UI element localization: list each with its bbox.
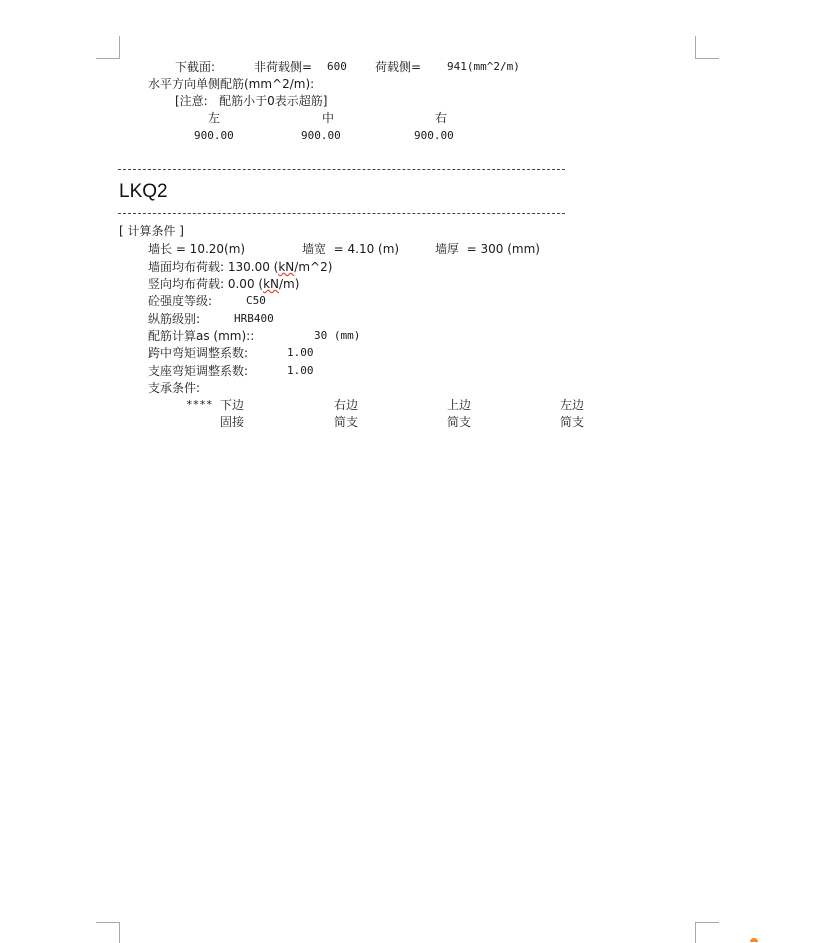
support-value: 1.00 — [287, 364, 314, 377]
column-middle: 中 — [322, 111, 335, 125]
section-title: LKQ2 — [119, 181, 168, 202]
vertical-load — [148, 277, 299, 291]
surface-load-unit-tail: /m^2) — [294, 260, 333, 274]
vertical-load-unit-tail: /m) — [279, 277, 300, 291]
bearing-edge-right: 右边 — [334, 398, 359, 412]
bottom-face-label: 下截面: — [175, 60, 216, 74]
wall-width: 墙宽 = 4.10 (m) — [302, 242, 400, 256]
bearing-edge-bottom: 下边 — [220, 398, 245, 412]
bearing-type-right: 简支 — [334, 415, 359, 429]
bearing-edge-top: 上边 — [447, 398, 472, 412]
non-load-side-value: 600 — [327, 60, 347, 73]
horizontal-rebar-label: 水平方向单侧配筋(mm^2/m): — [148, 77, 315, 91]
concrete-value: C50 — [246, 294, 266, 307]
as-value: 30 (mm) — [314, 329, 361, 342]
load-side-label: 荷载侧= — [375, 60, 422, 74]
midspan-value: 1.00 — [287, 346, 314, 359]
surface-load-unit: kN — [278, 260, 295, 274]
value-right: 900.00 — [414, 129, 454, 142]
rebar-value: HRB400 — [234, 312, 274, 325]
non-load-side-label: 非荷载侧= — [254, 60, 313, 74]
divider-top — [118, 169, 565, 170]
vertical-load-unit: kN — [263, 277, 280, 291]
surface-load — [148, 260, 332, 274]
midspan-label: 跨中弯矩调整系数: — [148, 346, 249, 360]
column-left: 左 — [208, 111, 221, 125]
over-reinforced-note: [注意: 配筋小于0表示超筋] — [175, 94, 328, 108]
bearing-marker: **** — [186, 398, 213, 411]
value-middle: 900.00 — [301, 129, 341, 142]
bearing-edge-left: 左边 — [560, 398, 585, 412]
support-label: 支座弯矩调整系数: — [148, 364, 249, 378]
concrete-label: 砼强度等级: — [148, 294, 213, 308]
wall-length: 墙长 = 10.20(m) — [148, 242, 246, 256]
bearing-type-top: 简支 — [447, 415, 472, 429]
corner-indicator-icon — [750, 938, 758, 942]
bearing-type-bottom: 固接 — [220, 415, 245, 429]
wall-thickness: 墙厚 = 300 (mm) — [435, 242, 540, 256]
value-left: 900.00 — [194, 129, 234, 142]
rebar-label: 纵筋级别: — [148, 312, 201, 326]
conditions-header: [ 计算条件 ] — [119, 224, 184, 238]
crop-mark-top-right — [695, 36, 719, 59]
load-side-value: 941(mm^2/m) — [447, 60, 520, 73]
surface-load-label: 墙面均布荷载: 130.00 ( — [148, 260, 279, 274]
bearing-label: 支承条件: — [148, 381, 201, 395]
bearing-type-left: 简支 — [560, 415, 585, 429]
divider-bottom — [118, 213, 565, 214]
column-right: 右 — [435, 111, 448, 125]
vertical-load-label: 竖向均布荷载: 0.00 ( — [148, 277, 264, 291]
crop-mark-top-left — [96, 36, 120, 59]
crop-mark-bottom-left — [96, 922, 120, 943]
as-label: 配筋计算as (mm):: — [148, 329, 255, 343]
crop-mark-bottom-right — [695, 922, 719, 943]
